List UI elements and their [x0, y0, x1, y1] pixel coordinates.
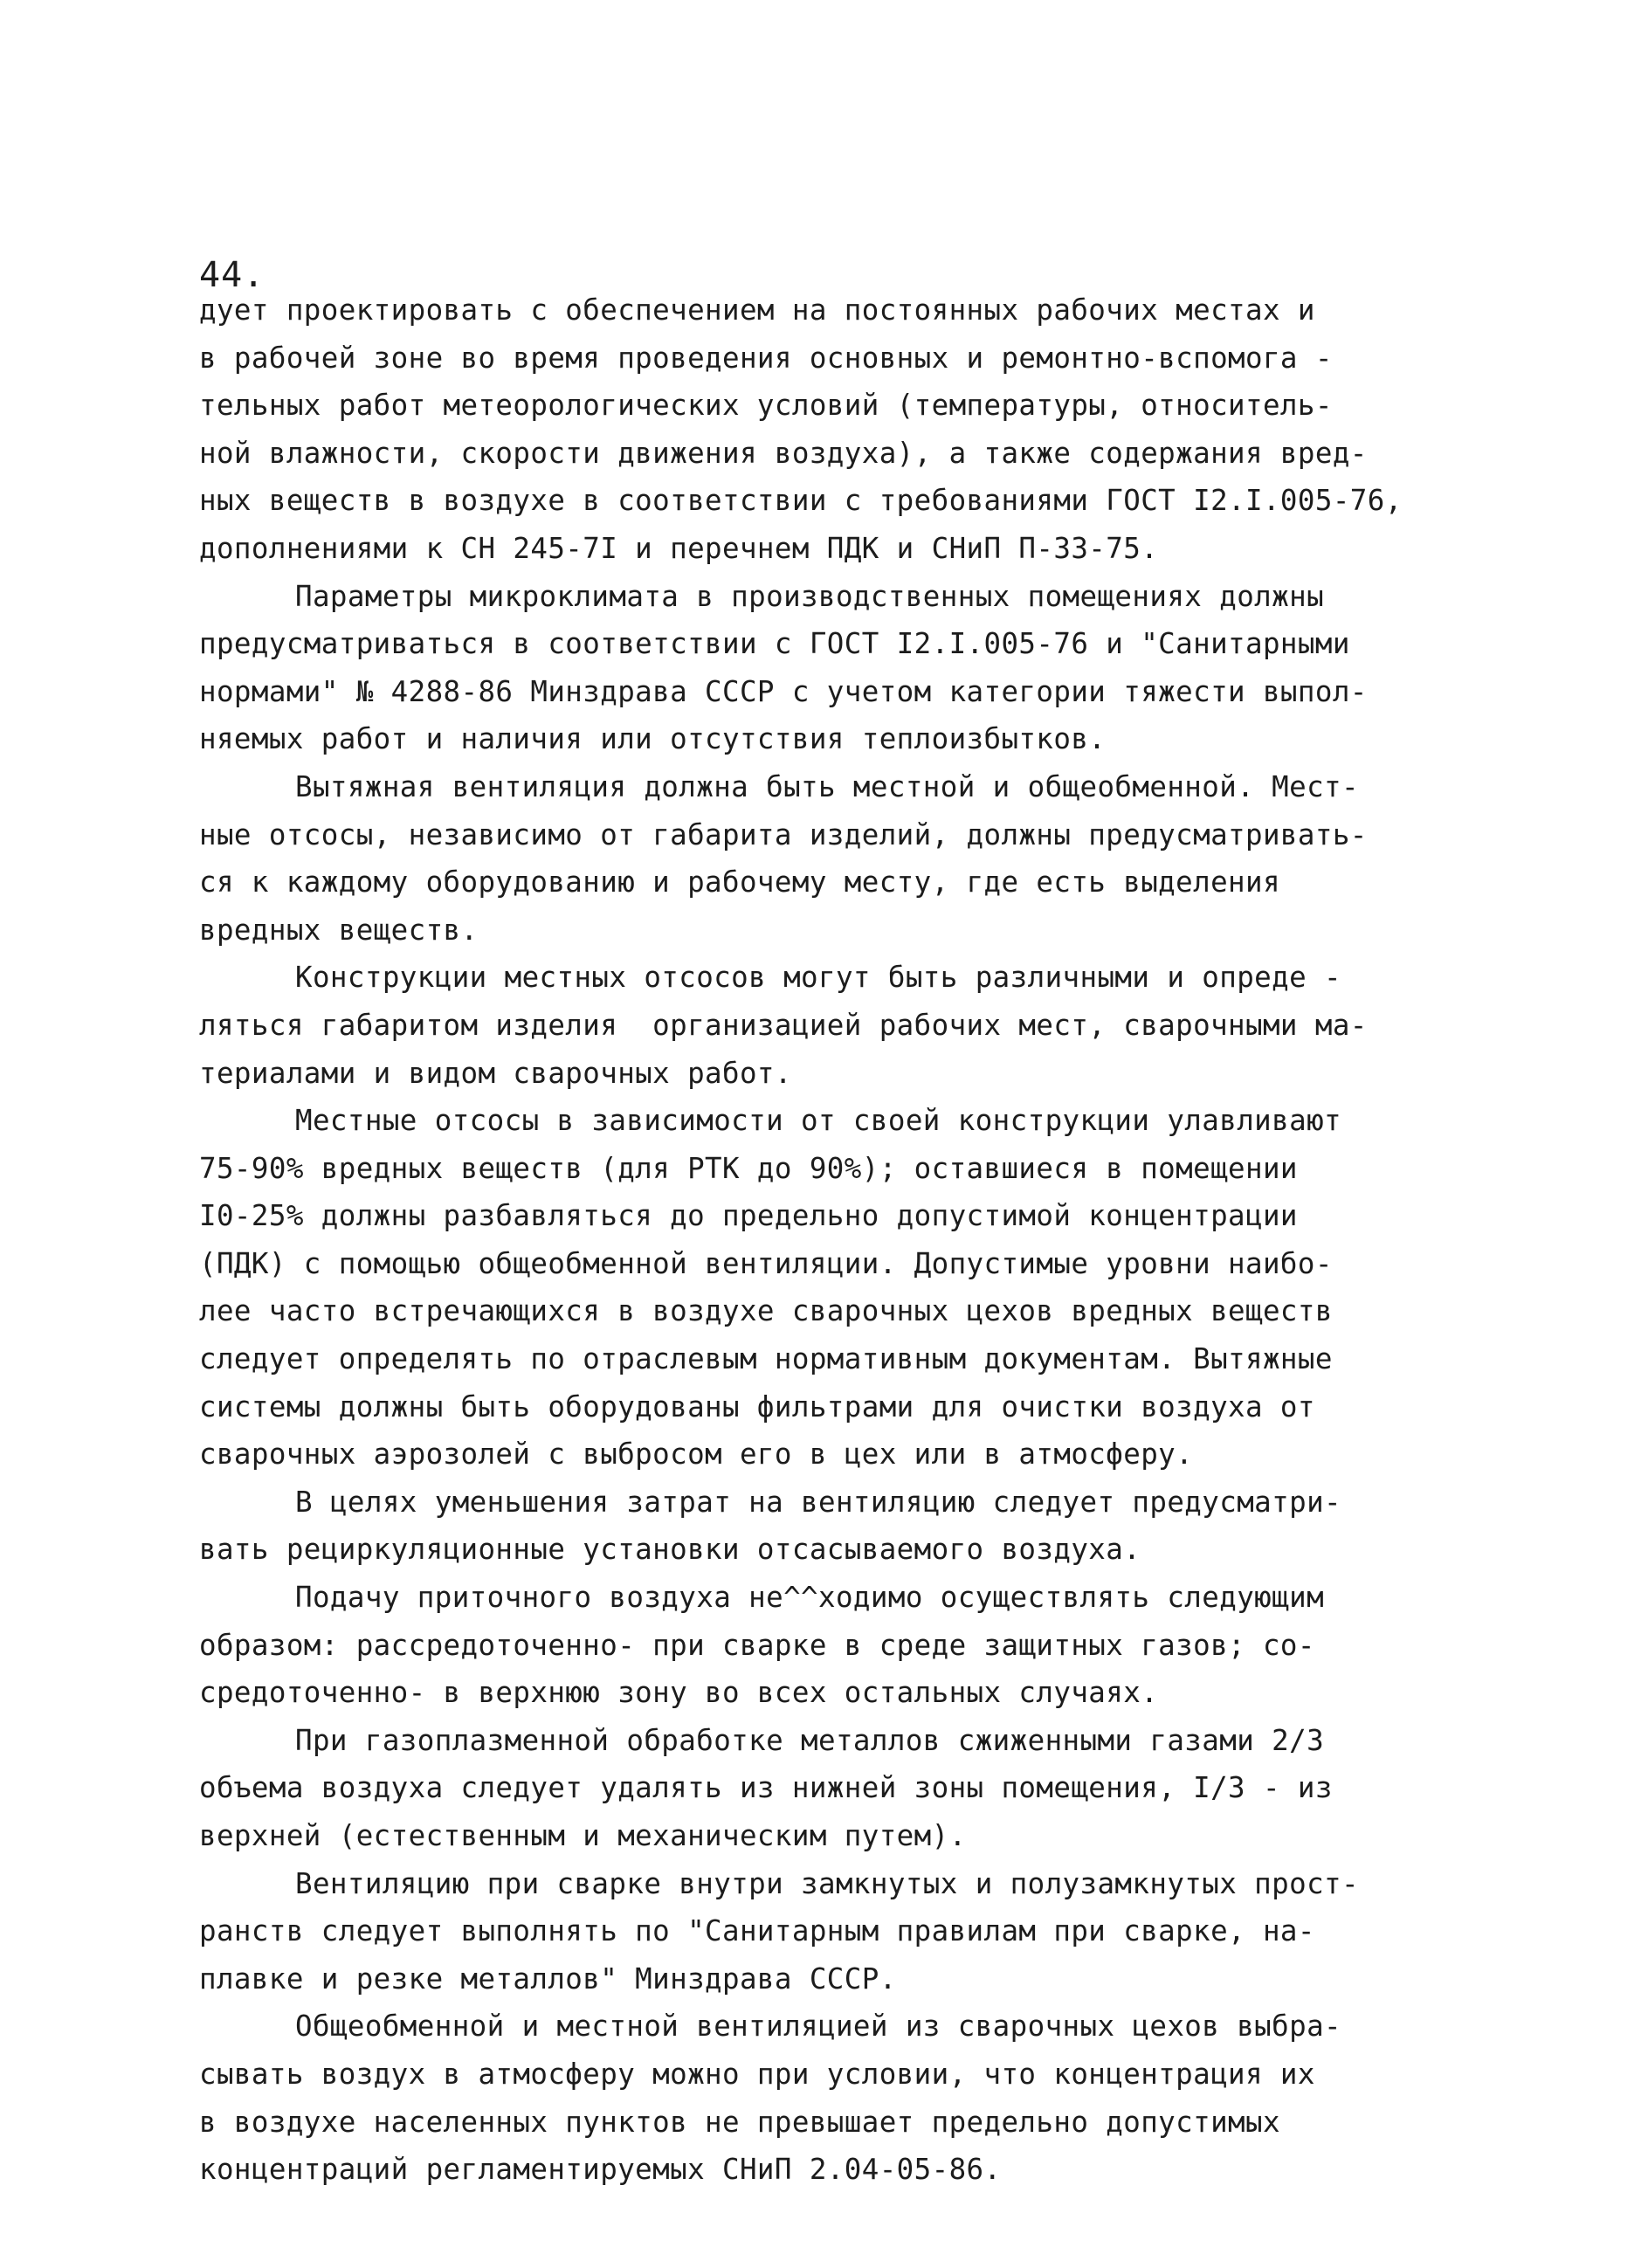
text-line: ся к каждому оборудованию и рабочему месту, где есть выделения	[199, 865, 1280, 900]
paragraph	[199, 286, 1492, 573]
paragraph	[199, 1717, 1492, 1860]
text-line: концентраций регламентируемых СНиП 2.04-05-86.	[199, 2153, 1002, 2187]
text-line: Вытяжная вентиляция должна быть местной и общеобменной. Мест-	[295, 769, 1359, 803]
text-line: Общеобменной и местной вентиляцией из сварочных цехов выбра-	[295, 2009, 1341, 2044]
text-line: Вентиляцию при сварке внутри замкнутых и полузамкнутых прост-	[295, 1866, 1359, 1900]
text-line: лее часто встречающихся в воздухе сварочных цехов вредных веществ	[199, 1294, 1333, 1328]
text-line: При газоплазменной обработке металлов сжиженными газами 2/3	[295, 1723, 1325, 1757]
text-line: в рабочей зоне во время проведения основных и ремонтно-вспомога -	[199, 341, 1333, 375]
text-line: Конструкции местных отсосов могут быть различными и опреде -	[295, 961, 1341, 995]
text-line: дополнениями к СН 245-7I и перечнем ПДК и СНиП П-33-75.	[199, 531, 1159, 565]
text-line: Местные отсосы в зависимости от своей конструкции улавливают	[295, 1104, 1341, 1138]
paragraph	[199, 1574, 1492, 1717]
text-line: объема воздуха следует удалять из нижней зоны помещения, I/3 - из	[199, 1771, 1333, 1805]
text-line: дует проектировать с обеспечением на постоянных рабочих местах и	[199, 293, 1315, 327]
paragraph	[199, 1097, 1492, 1479]
text-line: плавке и резке металлов" Минздрава СССР.	[199, 1961, 897, 1996]
text-line: средоточенно- в верхнюю зону во всех остальных случаях.	[199, 1676, 1159, 1710]
body-text	[199, 286, 1492, 2194]
text-line: сывать воздух в атмосферу можно при условии, что концентрация их	[199, 2057, 1315, 2091]
paragraph	[199, 2003, 1492, 2193]
text-line: I0-25% должны разбавляться до предельно допустимой концентрации	[199, 1199, 1298, 1233]
text-line: в воздухе населенных пунктов не превышает предельно допустимых	[199, 2105, 1280, 2139]
text-line: нормами" № 4288-86 Минздрава СССР с учетом категории тяжести выпол-	[199, 674, 1368, 708]
text-line: ных веществ в воздухе в соответствии с требованиями ГОСТ I2.I.005-76,	[199, 484, 1403, 518]
text-line: няемых работ и наличия или отсутствия теплоизбытков.	[199, 722, 1107, 756]
paragraph	[199, 573, 1492, 763]
text-line: образом: рассредоточенно- при сварке в среде защитных газов; со-	[199, 1628, 1315, 1662]
text-line: сварочных аэрозолей с выбросом его в цех или в атмосферу.	[199, 1437, 1194, 1472]
text-line: верхней (естественным и механическим путем).	[199, 1819, 967, 1852]
paragraph	[199, 954, 1492, 1097]
text-line: следует определять по отраслевым нормативным документам. Вытяжные	[199, 1342, 1333, 1376]
paragraph	[199, 1479, 1492, 1574]
text-line: системы должны быть оборудованы фильтрами для очистки воздуха от	[199, 1389, 1315, 1424]
text-line: ляться габаритом изделия организацией рабочих мест, сварочными ма-	[199, 1008, 1368, 1042]
text-line: Подачу приточного воздуха не^^ходимо осуществлять следующим	[295, 1581, 1325, 1615]
text-line: ранств следует выполнять по "Санитарным правилам при сварке, на-	[199, 1914, 1315, 1948]
text-line: предусматриваться в соответствии с ГОСТ I2.I.005-76 и "Санитарными	[199, 627, 1350, 661]
text-line: ной влажности, скорости движения воздуха), а также содержания вред-	[199, 436, 1368, 470]
text-line: (ПДК) с помощью общеобменной вентиляции. Допустимые уровни наибо-	[199, 1246, 1333, 1280]
paragraph	[199, 1860, 1492, 2003]
text-line: тельных работ метеорологических условий (температуры, относитель-	[199, 389, 1333, 423]
text-line: териалами и видом сварочных работ.	[199, 1056, 792, 1090]
page-number: 44.	[199, 255, 265, 295]
text-line: вредных веществ.	[199, 913, 479, 947]
text-line: вать рециркуляционные установки отсасываемого воздуха.	[199, 1533, 1141, 1567]
text-line: 75-90% вредных веществ (для РТК до 90%); оставшиеся в помещении	[199, 1151, 1298, 1185]
paragraph	[199, 763, 1492, 954]
text-line: ные отсосы, независимо от габарита изделий, должны предусматривать-	[199, 817, 1368, 851]
text-line: Параметры микроклимата в производственных помещениях должны	[295, 579, 1325, 613]
text-line: В целях уменьшения затрат на вентиляцию следует предусматри-	[295, 1485, 1341, 1519]
